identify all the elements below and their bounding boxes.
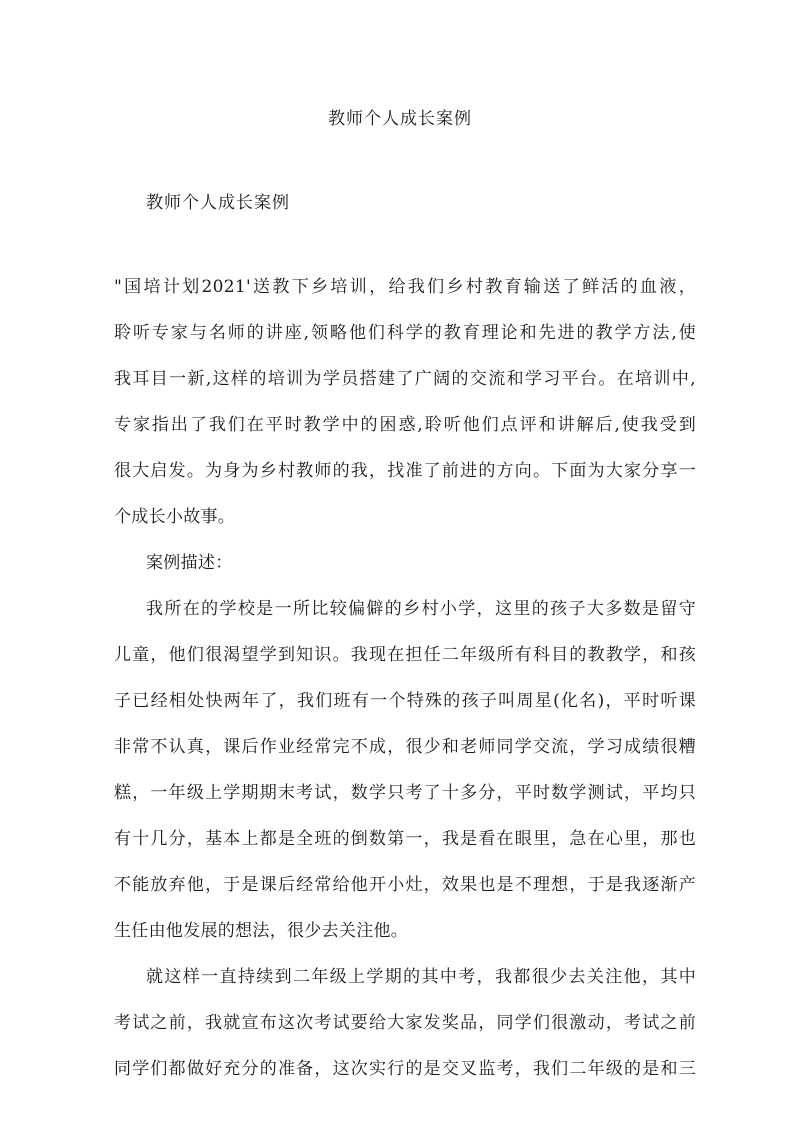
- paragraph-line: 非常不认真，课后作业经常完不成，很少和老师同学交流，学习成绩很糟: [114, 737, 696, 757]
- paragraph-line: 考试之前，我就宣布这次考试要给大家发奖品，同学们很激动，考试之前: [114, 1013, 696, 1033]
- paragraph-line: 生任由他发展的想法，很少去关注他。: [114, 921, 409, 941]
- paragraph-line: 儿童，他们很渴望学到知识。我现在担任二年级所有科目的教教学，和孩: [114, 645, 696, 665]
- paragraph-line: "国培计划2021'送教下乡培训，给我们乡村教育输送了鲜活的血液，: [114, 277, 696, 297]
- document-subtitle: 教师个人成长案例: [146, 193, 290, 213]
- paragraph-line: 同学们都做好充分的准备，这次实行的是交叉监考，我们二年级的是和三: [114, 1059, 696, 1079]
- paragraph-line: 个成长小故事。: [114, 507, 236, 527]
- section-heading: 案例描述：: [146, 553, 233, 573]
- paragraph-line: 就这样一直持续到二年级上学期的其中考，我都很少去关注他，其中: [146, 967, 696, 987]
- paragraph-line: 很大启发。为身为乡村教师的我，找准了前进的方向。下面为大家分享一: [114, 461, 696, 481]
- paragraph-line: 有十几分，基本上都是全班的倒数第一，我是看在眼里，急在心里，那也: [114, 829, 696, 849]
- paragraph-line: 糕，一年级上学期期末考试，数学只考了十多分，平时数学测试，平均只: [114, 783, 696, 803]
- page-title: 教师个人成长案例: [328, 109, 472, 129]
- paragraph-line: 子已经相处快两年了，我们班有一个特殊的孩子叫周星(化名)，平时听课: [114, 691, 696, 711]
- paragraph-line: 聆听专家与名师的讲座,领略他们科学的教育理论和先进的教学方法,使: [114, 323, 696, 343]
- paragraph-line: 不能放弃他，于是课后经常给他开小灶，效果也是不理想，于是我逐渐产: [114, 875, 696, 895]
- paragraph-line: 我所在的学校是一所比较偏僻的乡村小学，这里的孩子大多数是留守: [146, 599, 696, 619]
- paragraph-line: 我耳目一新,这样的培训为学员搭建了广阔的交流和学习平台。在培训中,: [114, 369, 696, 389]
- paragraph-line: 专家指出了我们在平时教学中的困惑,聆听他们点评和讲解后,使我受到: [114, 415, 696, 435]
